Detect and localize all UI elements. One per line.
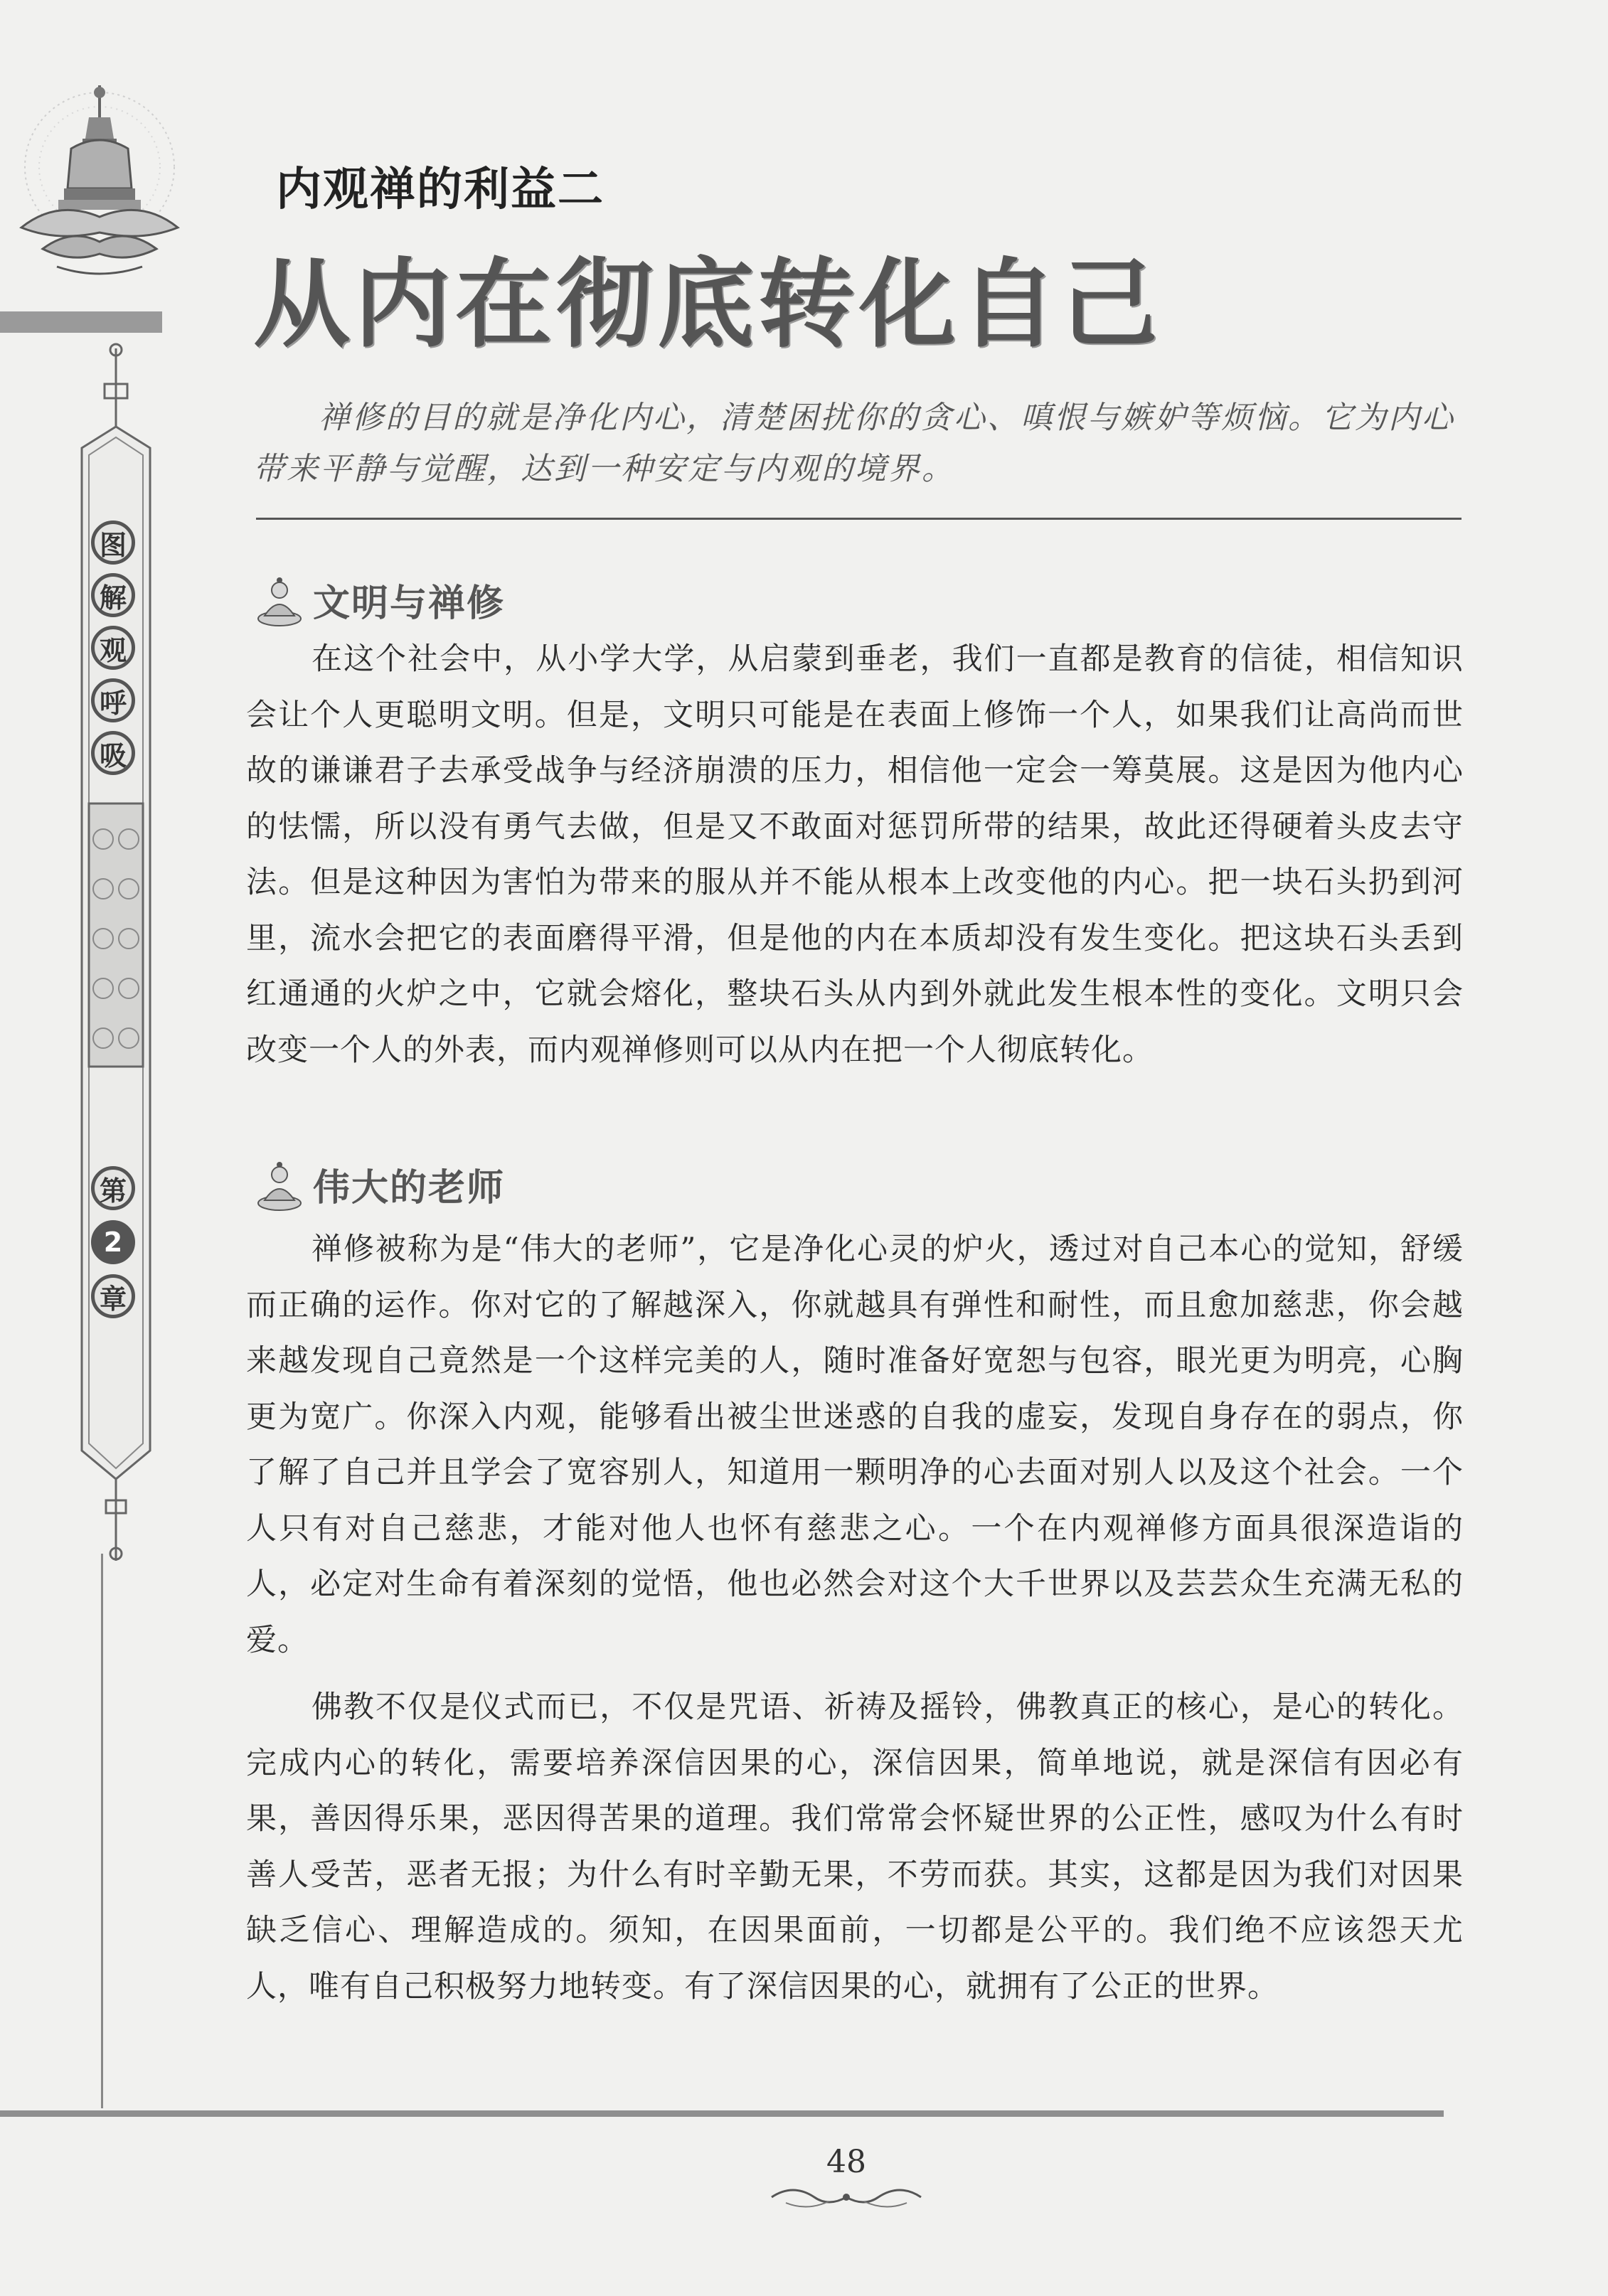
section-heading-label: 文明与禅修 <box>313 581 506 625</box>
intro-paragraph: 禅修的目的就是净化内心，清楚困扰你的贪心、嗔恨与嫉妒等烦恼。它为内心带来平静与觉醒，达到一种安定与内观的境界。 <box>253 400 1455 487</box>
section-heading <box>256 572 505 627</box>
buddha-icon <box>256 572 303 627</box>
divider <box>256 518 1461 520</box>
page-number: 48 <box>826 2144 866 2180</box>
stupa-illustration <box>14 75 185 302</box>
page-title: 从内在彻底转化自己 <box>253 249 1162 361</box>
section-heading <box>256 1156 505 1212</box>
chapter-marker <box>91 1166 141 1328</box>
chapter-number: 2 <box>91 1220 135 1264</box>
buddha-icon <box>256 1156 303 1212</box>
header-bar <box>0 311 162 333</box>
side-rule <box>101 1554 103 2108</box>
body-paragraph: 佛教不仅是仪式而已，不仅是咒语、祈祷及摇铃，佛教真正的核心，是心的转化。完成内心的转化，需要培养深信因果的心，深信因果，简单地说，就是深信有因必有果，善因得乐果，恶因得苦果的道理。我们常常会怀疑世界的公正性，感叹为什么有时善人受苦，恶者无报；为什么有时辛勤无果，不劳而获。其实，这都是因为我们对因果缺乏信心、理解造成的。须知，在因果面前，一切都是公平的。我们绝不应该怨天尤人，唯有自己积极努力地转变。有了深信因果的心，就拥有了公正的世界。 <box>246 1689 1464 2004</box>
section-subtitle: 内观禅的利益二 <box>276 164 605 216</box>
footer-ornament <box>765 2183 928 2211</box>
book-title-char: 吸 <box>91 731 135 775</box>
book-title-vertical <box>91 520 141 784</box>
chapter-char: 章 <box>91 1274 135 1318</box>
book-title-char: 解 <box>91 573 135 617</box>
body-paragraph: 禅修被称为是“伟大的老师”，它是净化心灵的炉火，透过对自己本心的觉知，舒缓而正确的运作。你对它的了解越深入，你就越具有弹性和耐性，而且愈加慈悲，你会越来越发现自己竟然是一个这样完美的人，随时准备好宽恕与包容，眼光更为明亮，心胸更为宽广。你深入内观，能够看出被尘世迷惑的自我的虚妄，发现自身存在的弱点，你了解了自己并且学会了宽容别人，知道用一颗明净的心去面对别人以及这个社会。一个人只有对自己慈悲，才能对他人也怀有慈悲之心。一个在内观禅修方面具很深造诣的人，必定对生命有着深刻的觉悟，他也必然会对这个大千世界以及芸芸众生充满无私的爱。 <box>246 1232 1464 1658</box>
body-paragraph: 在这个社会中，从小学大学，从启蒙到垂老，我们一直都是教育的信徒，相信知识会让个人更聪明文明。但是，文明只可能是在表面上修饰一个人，如果我们让高尚而世故的谦谦君子去承受战争与经济崩溃的压力，相信他一定会一筹莫展。这是因为他内心的怯懦，所以没有勇气去做，但是又不敢面对惩罚所带的结果，故此还得硬着头皮去守法。但是这种因为害怕为带来的服从并不能从根本上改变他的内心。把一块石头扔到河里，流水会把它的表面磨得平滑，但是他的内在本质却没有发生变化。把这块石头丢到红通通的火炉之中，它就会熔化，整块石头从内到外就此发生根本性的变化。文明只会改变一个人的外表，而内观禅修则可以从内在把一个人彻底转化。 <box>246 641 1464 1068</box>
footer-rule <box>0 2110 1444 2117</box>
chapter-char: 第 <box>91 1166 135 1210</box>
book-title-char: 图 <box>91 520 135 565</box>
book-title-char: 呼 <box>91 678 135 722</box>
section-heading-label: 伟大的老师 <box>313 1165 506 1210</box>
book-title-char: 观 <box>91 626 135 670</box>
